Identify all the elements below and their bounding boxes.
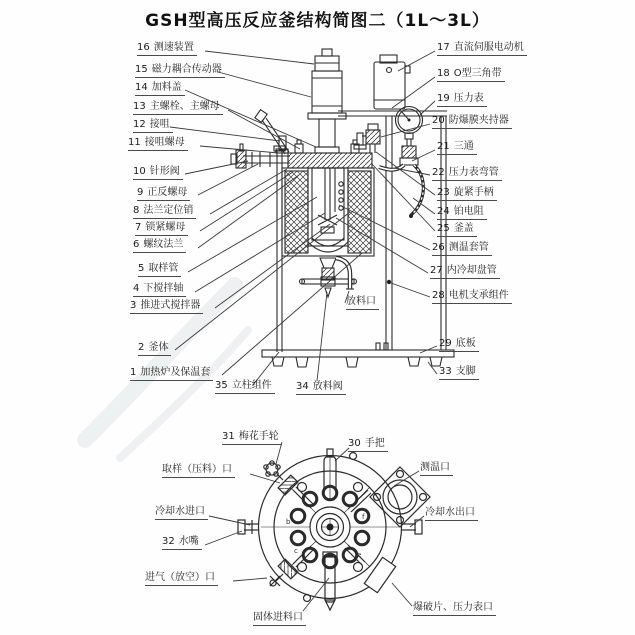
label-sampling-port: 取样（压料）口 [162, 464, 235, 478]
label-propeller: 3 推进式搅拌器 [130, 300, 203, 314]
motor [374, 55, 410, 109]
label-threaded-flange: 6 螺纹法兰 [133, 239, 186, 253]
stirrer-shaft [325, 168, 330, 220]
lid-bolts [295, 133, 366, 153]
plum-handwheel [264, 461, 280, 476]
label-base-plate: 29 底板 [439, 338, 479, 352]
label-discharge-port: 放料口 [346, 296, 379, 310]
label-cooling-outlet: 冷却水出口 [425, 507, 478, 521]
label-rupture-disc-port: 爆破片、压力表口 [413, 602, 496, 616]
label-nozzle: 12 接咀 [133, 119, 173, 133]
label-lock-nut: 7 锁紧螺母 [135, 222, 188, 236]
gas-valve-diagonal [270, 546, 314, 586]
reactor-section-view [231, 49, 454, 367]
label-kettle-lid: 25 釜盖 [437, 223, 477, 237]
bottom-feed-tube [323, 552, 337, 610]
label-platinum-rtd: 24 铂电阻 [437, 206, 487, 220]
sampling-tube [255, 110, 289, 154]
label-discharge-valve: 34 放料阀 [296, 381, 346, 395]
base-plate [262, 343, 454, 357]
label-plum-handwheel: 31 梅花手轮 [222, 431, 282, 445]
label-cooling-coil: 27 内冷却盘管 [430, 265, 500, 279]
label-dc-servo-motor: 17 直流伺服电动机 [437, 42, 527, 56]
feed-cover [315, 147, 339, 153]
port-letter-f: f [362, 513, 365, 521]
label-support-feet: 33 支脚 [439, 366, 479, 380]
label-needle-valve: 10 针形阀 [133, 166, 183, 180]
label-kettle-body: 2 釜体 [138, 342, 171, 356]
speed-sensor [315, 49, 339, 71]
label-feed-cover: 14 加料盖 [135, 82, 185, 96]
label-cooling-inlet: 冷却水进口 [155, 506, 208, 520]
label-pressure-gauge: 19 压力表 [437, 93, 487, 107]
top-handle [324, 449, 336, 500]
center-hub [310, 507, 350, 547]
page-title: GSH型高压反应釜结构简图二（1L～3L） [145, 11, 490, 31]
kettle-lid [288, 153, 372, 168]
label-gauge-bend-pipe: 22 压力表弯管 [432, 167, 502, 181]
label-tee: 21 三通 [437, 141, 477, 155]
label-gas-vent-port: 进气（放空）口 [145, 572, 218, 586]
label-motor-support: 28 电机支承组件 [432, 290, 512, 304]
label-magnetic-coupling: 15 磁力耦合传动器 [135, 64, 225, 78]
label-lower-shaft: 4 下搅拌轴 [133, 283, 186, 297]
label-thermowell: 26 测温套管 [432, 242, 492, 256]
gauge-fitting [402, 139, 416, 158]
temp-port-plate [348, 467, 430, 527]
label-rupture-holder: 20 防爆膜夹持器 [432, 115, 512, 129]
label-speed-device: 16 测速装置 [137, 42, 197, 56]
label-flange-pin: 8 法兰定位销 [133, 205, 196, 219]
label-solid-feed-port: 固体进料口 [253, 612, 306, 626]
label-water-nozzle: 32 水嘴 [162, 536, 202, 550]
label-tighten-handle: 23 旋紧手柄 [437, 187, 497, 201]
magnetic-coupling [308, 71, 346, 147]
label-nozzle-nut: 11 接咀螺母 [128, 137, 188, 151]
flange-top-view [238, 449, 430, 610]
port-letter-b: b [286, 518, 291, 526]
label-column-assembly: 35 立柱组件 [215, 380, 275, 394]
rupture-port-plate [345, 545, 396, 593]
label-main-bolt-nut: 13 主螺栓、主螺母 [133, 101, 223, 115]
label-sampling-tube: 5 取样管 [138, 263, 181, 277]
label-handle: 30 手把 [348, 438, 388, 452]
water-nozzle-left [238, 520, 259, 534]
label-reverse-nut: 9 正反螺母 [137, 187, 190, 201]
support-feet [272, 357, 442, 367]
label-temp-port: 测温口 [420, 462, 453, 476]
heating-furnace [282, 168, 374, 256]
label-heating-furnace: 1 加热炉及保温套 [130, 367, 213, 381]
port-letter-c: c [294, 547, 298, 555]
label-v-belt: 18 O型三角带 [437, 68, 505, 82]
port-letter-e: e [357, 551, 362, 559]
